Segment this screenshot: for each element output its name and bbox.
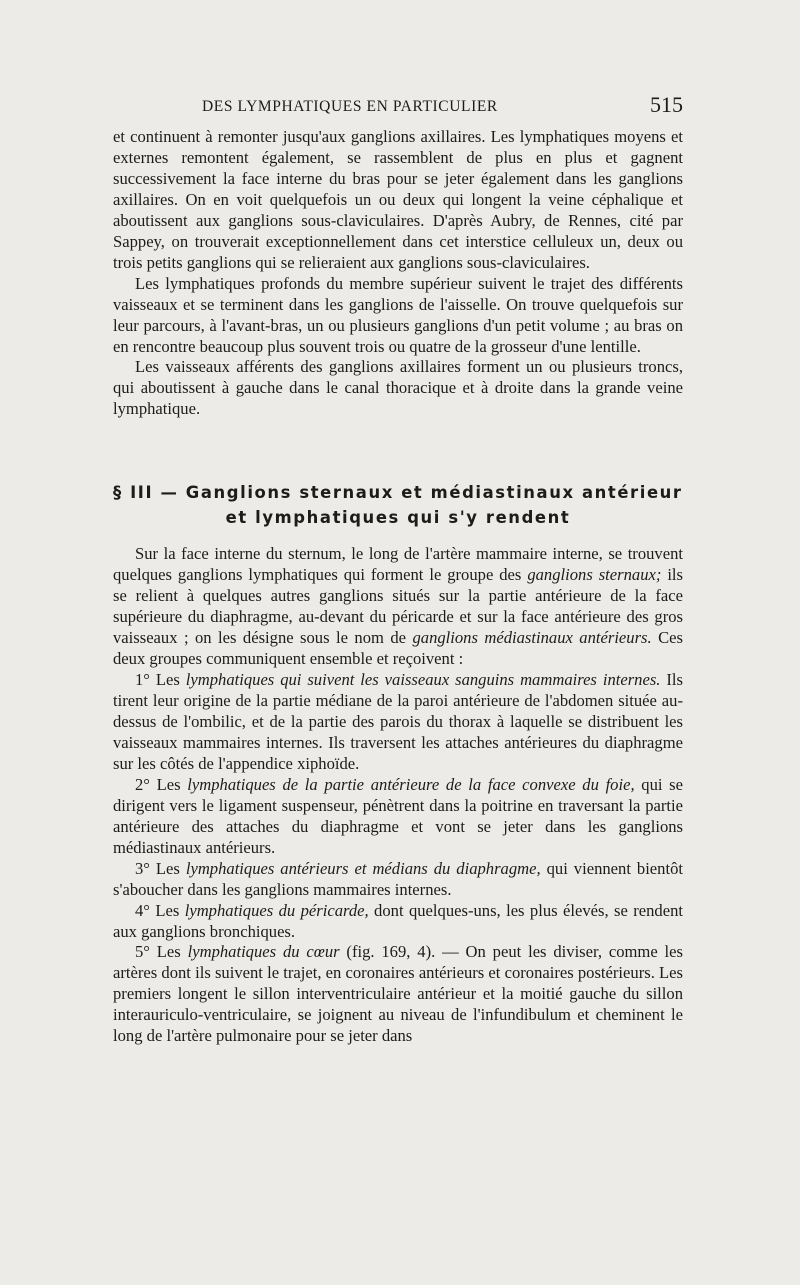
item-lead: Les xyxy=(156,942,188,962)
list-item-3 xyxy=(113,859,683,901)
item-lead: Les xyxy=(155,670,186,690)
item-term: lymphatiques de la partie antérieure de la face convexe du foie, xyxy=(187,774,635,794)
term-ganglions-mediastinaux: ganglions médiastinaux antérieurs. xyxy=(412,628,652,648)
item-lead: Les xyxy=(156,774,188,794)
running-head: DES LYMPHATIQUES EN PARTICULIER xyxy=(202,98,498,115)
list-item-5 xyxy=(113,942,683,1047)
item-text: qui se dirigent vers le ligament suspenseur, pénètrent dans la poitrine en traversant la partie antérieure des attaches du diaphragme et vont se jeter dans les ganglions médiastinaux antérieurs. xyxy=(113,774,683,857)
item-term: lymphatiques du cœur xyxy=(187,942,340,962)
item-term: lymphatiques du péricarde, xyxy=(184,900,369,920)
paragraph-axillary-continuation: et continuent à remonter jusqu'aux ganglions axillaires. Les lymphatiques moyens et externes remontent également, se rassemblent de plus en plus et gagnent successivement la face interne du bras pour se jeter également dans les ganglions axillaires. On en voit quelquefois un ou deux qui longent la veine céphalique et aboutissent aux ganglions sous-claviculaires. D'après Aubry, de Rennes, cité par Sappey, on trouverait exceptionnellement dans cet interstice celluleux un, deux ou trois petits ganglions qui se relieraient aux ganglions sous-claviculaires. xyxy=(113,127,683,272)
section-heading-line-2: et lymphatiques qui s'y rendent xyxy=(225,508,571,528)
section-heading xyxy=(113,480,683,530)
paragraph-sternal-intro xyxy=(113,544,683,670)
term-ganglions-sternaux: ganglions sternaux; xyxy=(527,565,662,585)
paragraph-deep-lymphatics: Les lymphatiques profonds du membre supérieur suivent le trajet des différents vaisseaux et se terminent dans les ganglions de l'aisselle. On trouve quelquefois sur leur parcours, à l'avant-bras, un ou plusieurs ganglions d'un petit volume ; au bras on en rencontre beaucoup plus souvent trois ou quatre de la grosseur d'une lentille. xyxy=(113,273,683,356)
page-header xyxy=(113,92,683,122)
item-lead: Les xyxy=(155,858,186,878)
item-number: 5° xyxy=(135,942,157,962)
intro-text-1: Sur la face interne du sternum, le long de l'artère mammaire interne, se trouvent quelques ganglions lymphatiques qui forment le groupe des xyxy=(113,544,683,585)
item-text: qui viennent bientôt s'aboucher dans les ganglions mammaires internes. xyxy=(113,858,683,899)
section-heading-line-1: § III — Ganglions sternaux et médiastinaux antérieur xyxy=(113,483,683,503)
item-text: (fig. 169, 4). — On peut les diviser, comme les artères dont ils suivent le trajet, en coronaires antérieurs et coronaires postérieurs. Les premiers longent le sillon interventriculaire antérieur et la moitié gauche du sillon interauriculo-ventriculaire, se joignent au niveau de l'infundibulum et cheminent le long de l'artère pulmonaire pour se jeter dans xyxy=(113,942,683,1046)
item-number: 1° xyxy=(135,670,156,690)
item-term: lymphatiques antérieurs et médians du diaphragme, xyxy=(185,858,541,878)
list-item-2 xyxy=(113,775,683,859)
body-text xyxy=(113,127,683,1047)
item-text: Ils tirent leur origine de la partie médiane de la paroi antérieure de l'abdomen située au-dessus de l'ombilic, et de la partie des parois du thorax à laquelle se distribuent les vaisseaux mammaires internes. Ils traversent les attaches antérieures du diaphragme sur les côtés de l'appendice xiphoïde. xyxy=(113,670,683,773)
item-text: dont quelques-uns, les plus élevés, se rendent aux ganglions bronchiques. xyxy=(113,900,683,941)
item-number: 2° xyxy=(135,774,157,794)
item-number: 3° xyxy=(135,858,156,878)
intro-text-3: Ces deux groupes communiquent ensemble et reçoivent : xyxy=(113,628,684,669)
list-item-1 xyxy=(113,670,683,775)
paragraph-afferent-vessels: Les vaisseaux afférents des ganglions axillaires forment un ou plusieurs troncs, qui aboutissent à gauche dans le canal thoracique et à droite dans la grande veine lymphatique. xyxy=(113,357,683,419)
item-number: 4° xyxy=(135,900,156,920)
intro-text-2: ils se relient à quelques autres ganglions situés sur la partie antérieure de la face supérieure du diaphragme, au-devant du péricarde et sur la face antérieure des gros vaisseaux ; on les désigne sous le nom de xyxy=(113,565,684,648)
item-term: lymphatiques qui suivent les vaisseaux sanguins mammaires internes. xyxy=(185,670,661,690)
item-lead: Les xyxy=(155,900,185,920)
list-item-4 xyxy=(113,901,683,943)
page-number: 515 xyxy=(650,92,683,117)
